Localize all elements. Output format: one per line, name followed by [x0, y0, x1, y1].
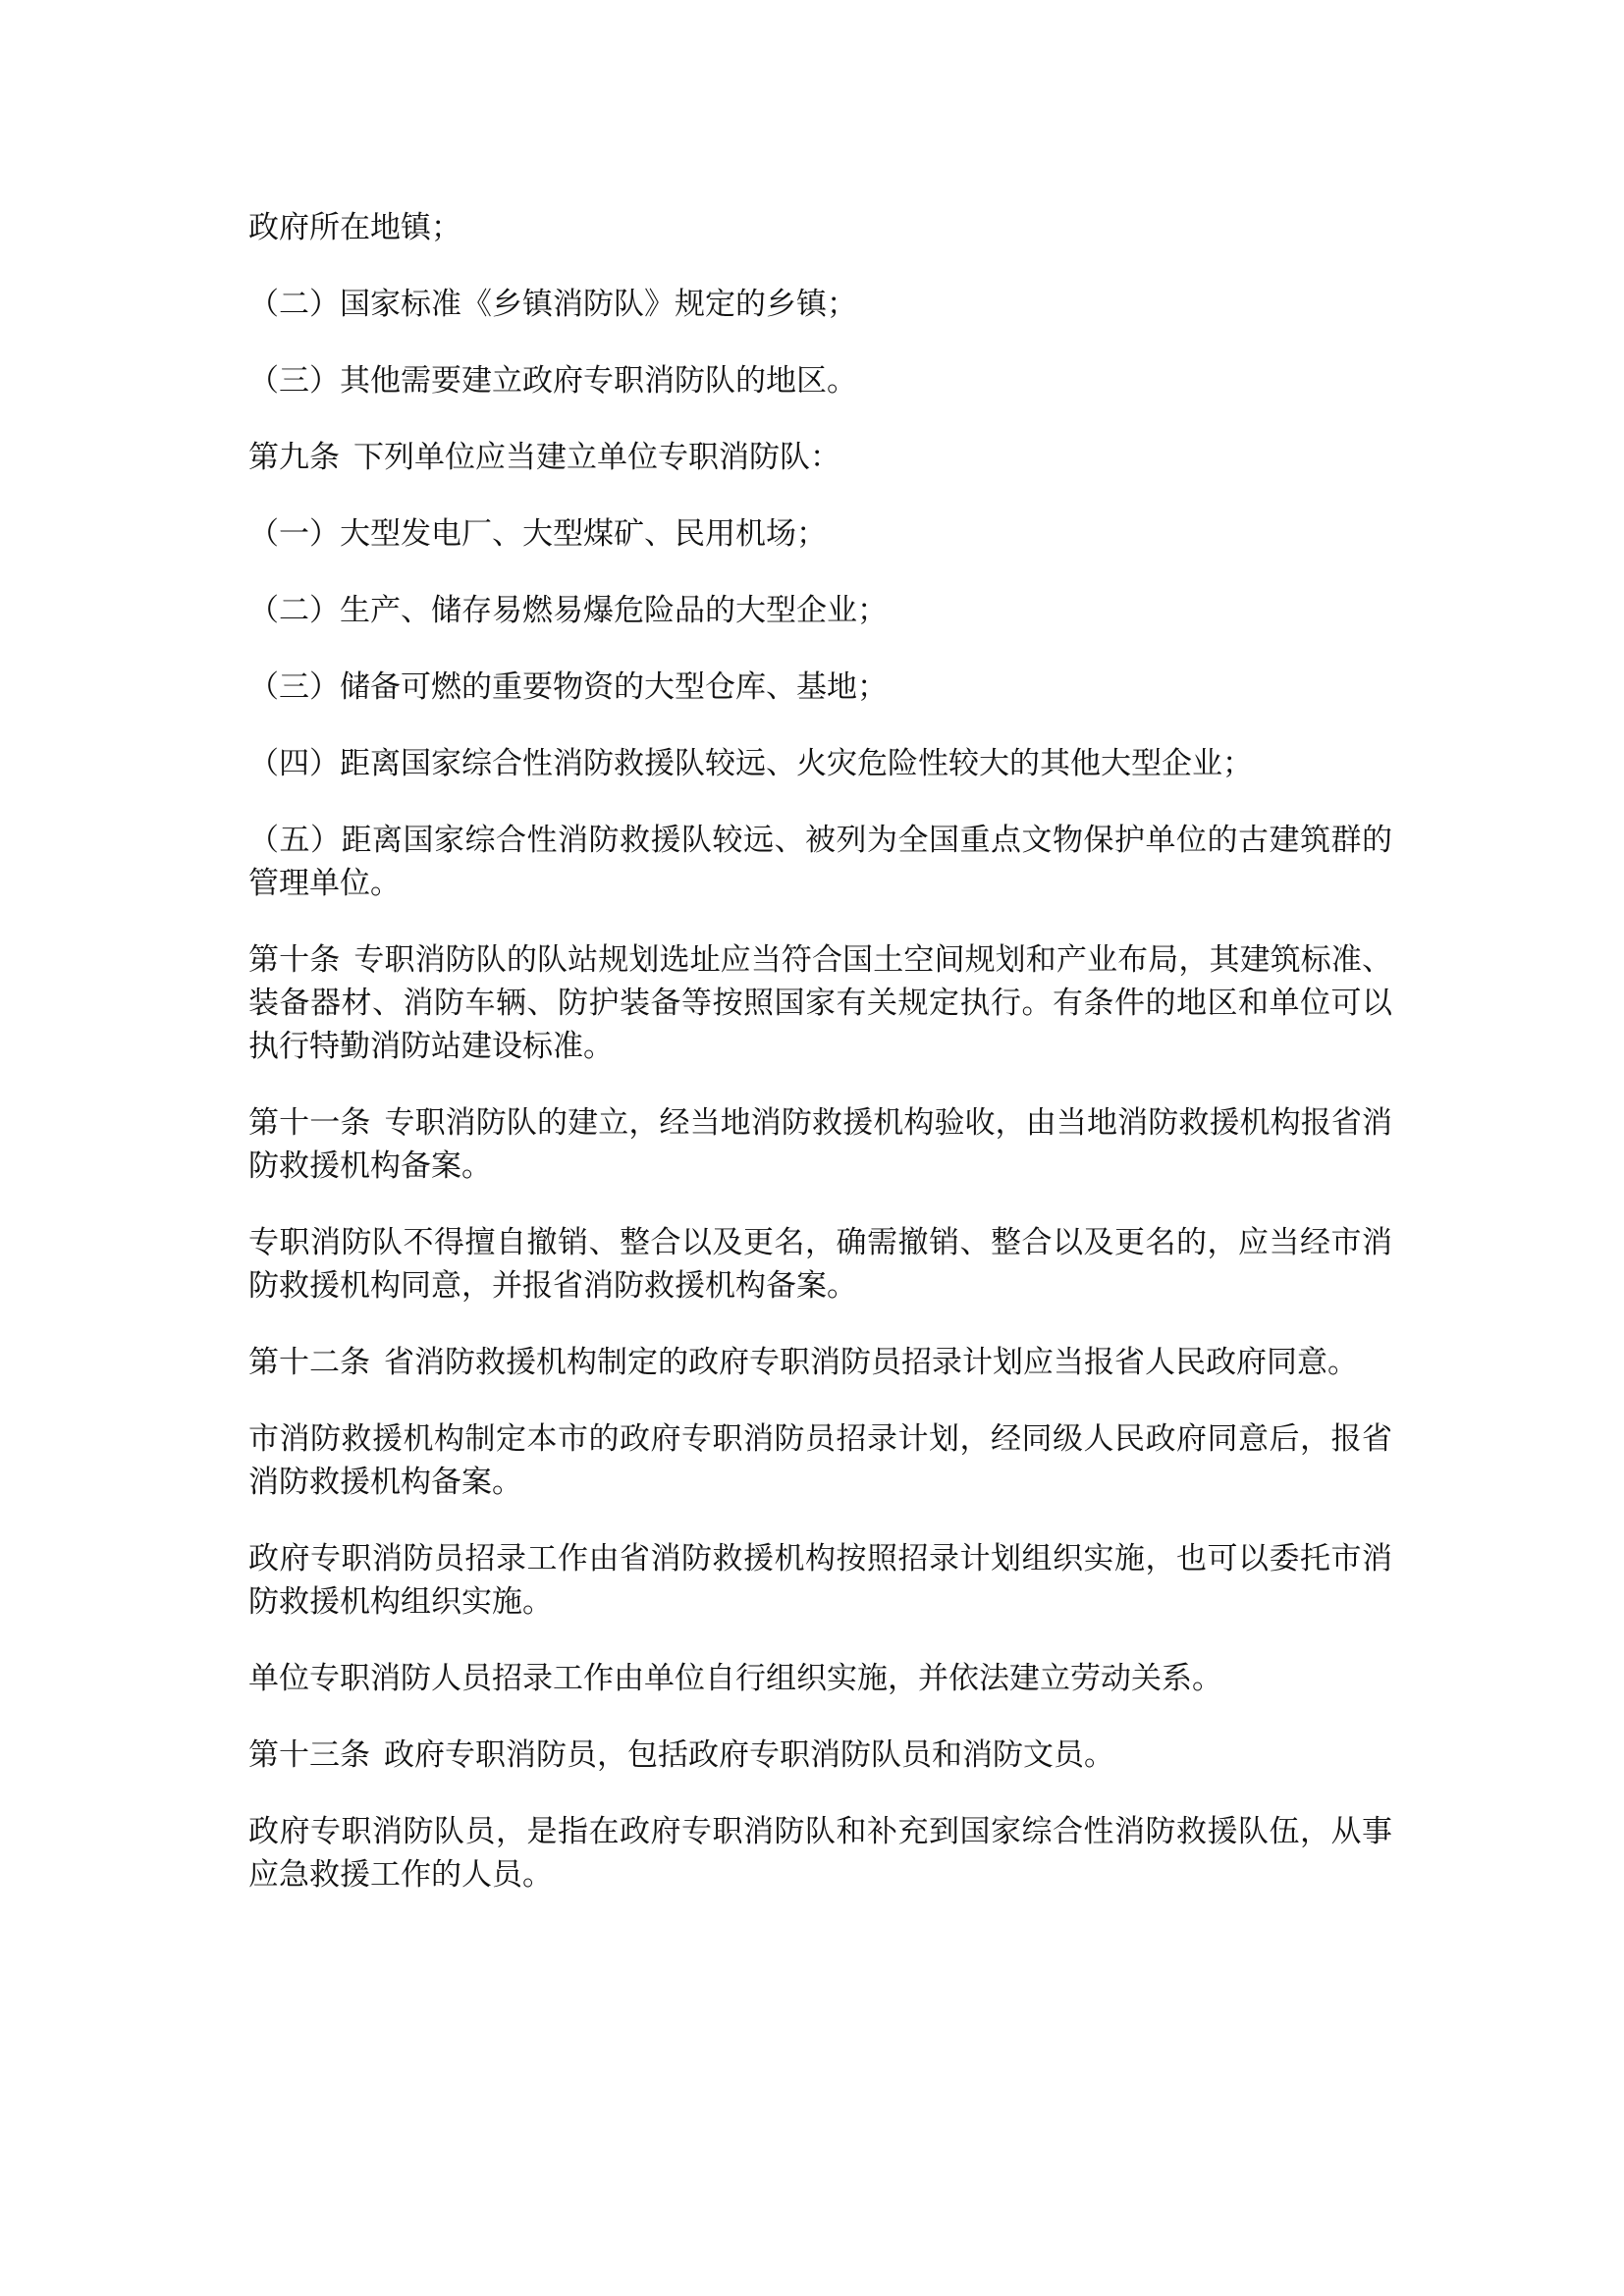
article-number: 第九条 [248, 440, 340, 475]
paragraph-text: 政府专职消防员，包括政府专职消防队员和消防文员。 [384, 1737, 1114, 1773]
document-body [248, 206, 1392, 1930]
article-number: 第十二条 [248, 1345, 370, 1380]
paragraph [248, 742, 1392, 785]
paragraph-text: 市消防救援机构制定本市的政府专职消防员招录计划，经同级人民政府同意后，报省消防救援机构备案。 [248, 1421, 1392, 1500]
paragraph-text: （二）国家标准《乡镇消防队》规定的乡镇； [248, 287, 857, 322]
paragraph [248, 1417, 1392, 1504]
paragraph [248, 1537, 1392, 1624]
paragraph-text: 专职消防队的队站规划选址应当符合国土空间规划和产业布局，其建筑标准、装备器材、消防车辆、防护装备等按照国家有关规定执行。有条件的地区和单位可以执行特勤消防站建设标准。 [248, 942, 1393, 1064]
article-paragraph [248, 436, 1392, 479]
paragraph-text: （三）储备可燃的重要物资的大型仓库、基地； [248, 669, 888, 705]
paragraph [248, 1810, 1392, 1896]
paragraph-text: （一）大型发电厂、大型煤矿、民用机场； [248, 516, 827, 552]
paragraph-text: 政府所在地镇； [248, 210, 461, 245]
paragraph-text: （五）距离国家综合性消防救援队较远、被列为全国重点文物保护单位的古建筑群的管理单位。 [248, 823, 1392, 901]
article-paragraph [248, 1101, 1392, 1188]
paragraph-text: 专职消防队的建立，经当地消防救援机构验收，由当地消防救援机构报省消防救援机构备案。 [248, 1105, 1393, 1184]
paragraph [248, 1657, 1392, 1700]
paragraph-text: （二）生产、储存易燃易爆危险品的大型企业； [248, 593, 888, 628]
paragraph-text: （三）其他需要建立政府专职消防队的地区。 [248, 363, 857, 399]
paragraph-text: 单位专职消防人员招录工作由单位自行组织实施，并依法建立劳动关系。 [248, 1661, 1222, 1696]
article-paragraph [248, 1734, 1392, 1777]
paragraph-text: 专职消防队不得擅自撤销、整合以及更名，确需撤销、整合以及更名的，应当经市消防救援机构同意，并报省消防救援机构备案。 [248, 1225, 1392, 1304]
paragraph-text: 下列单位应当建立单位专职消防队： [353, 440, 840, 475]
paragraph [248, 819, 1392, 905]
paragraph [248, 359, 1392, 402]
paragraph-text: 政府专职消防队员，是指在政府专职消防队和补充到国家综合性消防救援队伍，从事应急救援工作的人员。 [248, 1814, 1392, 1893]
paragraph [248, 589, 1392, 632]
paragraph [248, 1221, 1392, 1308]
paragraph [248, 666, 1392, 709]
article-paragraph [248, 938, 1392, 1068]
paragraph [248, 206, 1392, 249]
paragraph [248, 512, 1392, 556]
article-number: 第十条 [248, 942, 341, 978]
paragraph-text: （四）距离国家综合性消防救援队较远、火灾危险性较大的其他大型企业； [248, 746, 1253, 781]
article-number: 第十三条 [248, 1737, 370, 1773]
paragraph [248, 283, 1392, 326]
article-paragraph [248, 1341, 1392, 1384]
paragraph-text: 政府专职消防员招录工作由省消防救援机构按照招录计划组织实施，也可以委托市消防救援机构组织实施。 [248, 1541, 1392, 1620]
article-number: 第十一条 [248, 1105, 371, 1141]
paragraph-text: 省消防救援机构制定的政府专职消防员招录计划应当报省人民政府同意。 [384, 1345, 1358, 1380]
